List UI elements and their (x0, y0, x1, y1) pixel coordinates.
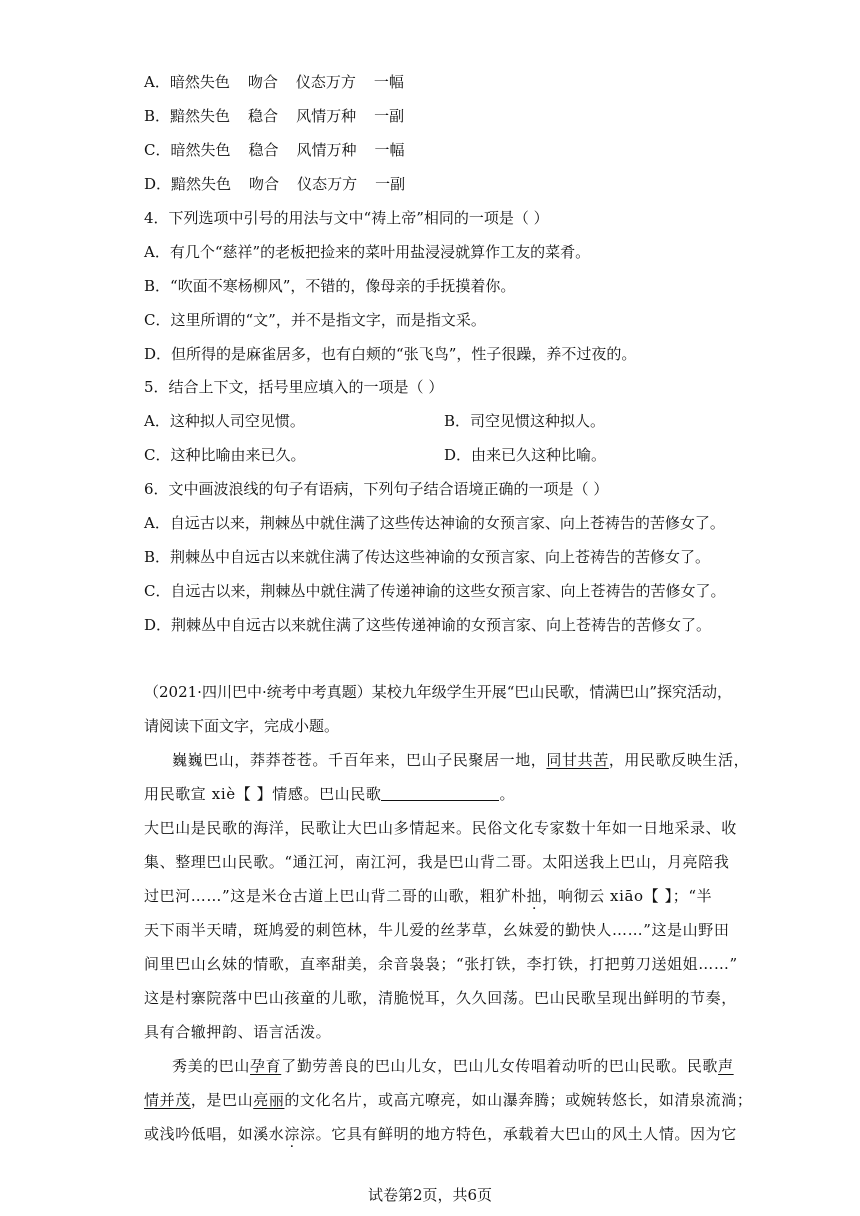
option-letter: C． (144, 141, 171, 159)
underlined-word: 孕育 (250, 1057, 282, 1075)
q5-option-b: B．司空见惯这种拟人。 (444, 412, 606, 430)
answer-blank[interactable] (381, 784, 499, 801)
q6-option-b: B．荆棘丛中自远古以来就住满了传达这些神谕的女预言家、向上苍祷告的苦修女了。 (144, 548, 711, 566)
option-word: 风情万种 (296, 141, 357, 159)
page-footer: 试卷第2页，共6页 (367, 1186, 493, 1204)
option-word: 暗然失色 (170, 141, 231, 159)
q5-option-d: D．由来已久这种比喻。 (444, 446, 607, 464)
passage-text: 了勤劳善良的巴山儿女，巴山儿女传唱着动听的巴山民歌。民歌 (281, 1057, 719, 1075)
option-word: 一幅 (374, 141, 405, 159)
option-word: 风情万种 (296, 107, 357, 125)
q3-option-b (144, 106, 404, 126)
option-word: 黯然失色 (170, 107, 231, 125)
passage-text: 秀美的巴山 (172, 1057, 251, 1075)
option-word: 吻合 (249, 175, 280, 193)
passage-line-3: 大巴山是民歌的海洋，民歌让大巴山多情起来。民俗文化专家数十年如一日地采录、收 (144, 819, 737, 837)
underlined-word: 亮丽 (253, 1091, 285, 1109)
passage-text: 过巴河……”这是米仓古道上巴山背二哥的山歌，粗犷朴 (144, 887, 527, 905)
option-word: 黯然失色 (171, 175, 232, 193)
passage-text: ，用民歌反映生活， (608, 751, 750, 769)
passage-line-8: 这是村寨院落中巴山孩童的儿歌，清脆悦耳，久久回荡。巴山民歌呈现出鲜明的节奏， (144, 989, 737, 1007)
passage-line-1 (172, 750, 749, 770)
option-word: 吻合 (247, 73, 278, 91)
option-word: 仪态万方 (297, 175, 358, 193)
q5-stem: 5．结合上下文，括号里应填入的一项是（ ） (144, 378, 444, 396)
passage-line-4: 集、整理巴山民歌。“通江河，南江河，我是巴山背二哥。太阳送我上巴山，月亮陪我 (144, 853, 730, 871)
underlined-word: 情并茂 (144, 1091, 191, 1109)
passage-line-7: 间里巴山幺妹的情歌，直率甜美，余音袅袅；“张打铁，李打铁，打把剪刀送姐姐……” (144, 955, 738, 973)
option-word: 一幅 (373, 73, 404, 91)
q4-option-d: D．但所得的是麻雀居多，也有白颊的“张飞鸟”，性子很躁，养不过夜的。 (144, 345, 637, 363)
passage-text: 的文化名片，或高亢嘹亮，如山瀑奔腾；或婉转悠长，如清泉流淌； (284, 1091, 753, 1109)
dotted-char: 拙 (526, 887, 543, 905)
passage-line-12 (144, 1124, 737, 1144)
option-letter: D． (144, 175, 172, 193)
passage-line-5 (144, 886, 712, 906)
passage-line-2 (144, 784, 515, 804)
passage-text: ，是巴山 (190, 1091, 254, 1109)
q5-option-a: A．这种拟人司空见惯。 (144, 412, 305, 430)
underlined-word: 同甘共苦 (546, 751, 609, 769)
option-word: 稳合 (248, 107, 279, 125)
intro-line-1: （2021·四川巴中·统考中考真题）某校九年级学生开展“巴山民歌，情满巴山”探究活动， (144, 683, 733, 701)
passage-line-9: 具有合辙押韵、语言活泼。 (144, 1023, 332, 1041)
option-word: 一副 (374, 107, 405, 125)
option-word: 一副 (375, 175, 406, 193)
option-word: 稳合 (248, 141, 279, 159)
passage-line-6: 天下雨半天晴，斑鸠爱的刺笆林，牛儿爱的丝茅草，幺妹爱的勤快人……”这是山野田 (144, 921, 730, 939)
passage-text: 用民歌宣 xiè【 】情感。巴山民歌 (144, 785, 382, 803)
dotted-char: 淙 (284, 1125, 301, 1143)
intro-line-2: 请阅读下面文字，完成小题。 (144, 717, 340, 735)
passage-text: 或浅吟低唱，如溪水 (144, 1125, 285, 1143)
option-letter: A． (144, 73, 170, 91)
q3-option-a (144, 72, 404, 92)
q3-option-c (144, 140, 405, 160)
q4-option-a: A．有几个“慈祥”的老板把捡来的菜叶用盐浸浸就算作工友的菜肴。 (144, 243, 591, 261)
passage-line-10 (172, 1056, 734, 1076)
q4-option-b: B．“吹面不寒杨柳风”，不错的，像母亲的手抚摸着你。 (144, 277, 516, 295)
option-word: 暗然失色 (169, 73, 230, 91)
passage-text: ，响彻云 xiāo【 】；“半 (542, 887, 713, 905)
option-word: 仪态万方 (295, 73, 356, 91)
q3-option-d (144, 174, 405, 194)
underlined-word: 声 (718, 1057, 734, 1075)
q6-stem: 6．文中画波浪线的句子有语病，下列句子结合语境正确的一项是（ ） (144, 480, 609, 498)
q6-option-d: D．荆棘丛中自远古以来就住满了这些传递神谕的女预言家、向上苍祷告的苦修女了。 (144, 616, 712, 634)
passage-text: 巍巍巴山，莽莽苍苍。千百年来，巴山子民聚居一地， (172, 751, 547, 769)
q5-option-c: C．这种比喻由来已久。 (144, 446, 306, 464)
q4-option-c: C．这里所谓的“文”，并不是指文字，而是指文采。 (144, 311, 486, 329)
q6-option-a: A．自远古以来，荆棘丛中就住满了这些传达神谕的女预言家、向上苍祷告的苦修女了。 (144, 514, 725, 532)
q4-stem: 4．下列选项中引号的用法与文中“祷上帝”相同的一项是（ ） (144, 209, 549, 227)
passage-text: 淙。它具有鲜明的地方特色，承载着大巴山的风土人情。因为它 (300, 1125, 737, 1143)
q6-option-c: C．自远古以来，荆棘丛中就住满了传递神谕的这些女预言家、向上苍祷告的苦修女了。 (144, 582, 726, 600)
passage-text: 。 (499, 785, 516, 803)
passage-line-11 (144, 1090, 752, 1110)
option-letter: B． (144, 107, 171, 125)
